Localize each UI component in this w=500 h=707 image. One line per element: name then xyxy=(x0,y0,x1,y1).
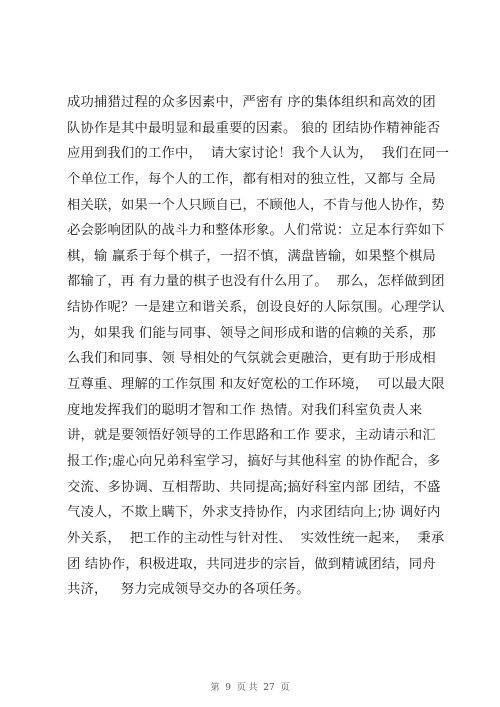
text-line: 互尊重、理解的工作氛围 和友好宽松的工作环境， 可以最大限 xyxy=(67,377,445,393)
text-line: 报工作;虚心向兄弟科室学习，搞好与其他科室 的协作配合，多 xyxy=(67,453,441,469)
text-line: 度地发挥我们的聪明才智和工作 热情。对我们科室负责人来 xyxy=(67,402,423,418)
text-line: 必会影响团队的战斗力和整体形象。人们常说：立足本行弈如下 xyxy=(67,223,445,239)
text-line: 交流、多协调、互相帮助、共同提高;搞好科室内部 团结，不盛 xyxy=(67,479,441,495)
text-line: 结协作呢？一是建立和谐关系，创设良好的人际氛围。心理学认 xyxy=(67,300,445,316)
text-line: 棋，输 赢系于每个棋子，一招不慎，满盘皆输，如果整个棋局 xyxy=(67,248,436,264)
text-line: 气凌人，不欺上瞒下，外求支持协作，内求团结向上;协 调好内 xyxy=(67,505,441,521)
page-number-footer: 第 9 页 共 27 页 xyxy=(210,683,290,693)
text-line: 讲，就是要领悟好领导的工作思路和工作 要求，主动请示和汇 xyxy=(67,428,436,444)
text-line: 个单位工作，每个人的工作，都有相对的独立性，又都与 全局 xyxy=(67,171,436,187)
text-line: 都输了，再 有力量的棋子也没有什么用了。 那么，怎样做到团 xyxy=(67,274,445,290)
text-line: 共济， 努力完成领导交办的各项任务。 xyxy=(67,582,310,598)
text-line: 么我们和同事、领 导相处的气氛就会更融洽，更有助于形成相 xyxy=(67,351,436,367)
text-line: 团 结协作，积极进取，共同进步的宗旨，做到精诚团结，同舟 xyxy=(67,556,436,572)
text-line: 为，如果我 们能与同事、领导之间形成和谐的信赖的关系，那 xyxy=(67,325,436,341)
body-text xyxy=(67,90,457,603)
text-line: 外关系， 把工作的主动性与针对性、 实效性统一起来， 秉承 xyxy=(67,530,445,546)
text-line: 相关联，如果一个人只顾自已，不顾他人，不肯与他人协作，势 xyxy=(67,197,445,213)
text-line: 队协作是其中最明显和最重要的因素。 狼的 团结协作精神能否 xyxy=(67,120,441,136)
text-line: 成功捕猎过程的众多因素中，严密有 序的集体组织和高效的团 xyxy=(67,95,436,110)
text-line: 应用到我们的工作中， 请大家讨论！我个人认为， 我们在同一 xyxy=(67,146,450,162)
